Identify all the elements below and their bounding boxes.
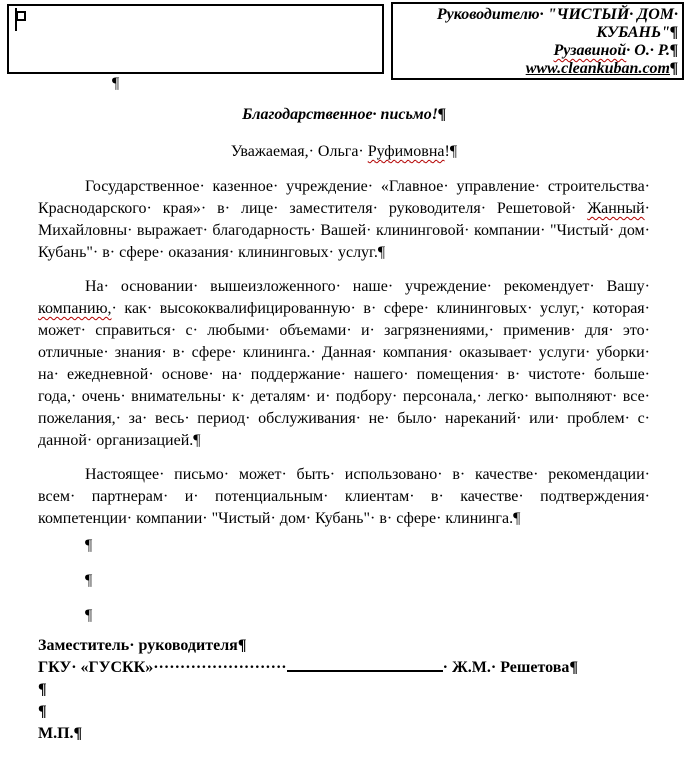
- signature-position: Заместитель· руководителя¶: [38, 637, 247, 654]
- signature-organization: ГКУ· «ГУСКК»: [38, 659, 154, 676]
- paragraph-3: Настоящее· письмо· может· быть· использовано· в· качестве· рекомендации· всем· партнерам· и· потенциальным· клиентам· в· качестве· подтверждения· компетенции· компании· "Чистый· дом· Кубань"· в· сфере· клининга.¶: [38, 466, 650, 527]
- object-anchor-icon: [13, 8, 27, 37]
- letter-title: Благодарственное· письмо!¶: [242, 106, 446, 123]
- salutation-patronymic: Руфимовна: [367, 143, 445, 160]
- recipient-initials: · О.· Р.¶: [626, 42, 678, 59]
- signature-line: [287, 668, 443, 672]
- stamp-placeholder: М.П.¶: [38, 725, 83, 742]
- pilcrow-mark: ¶: [38, 681, 47, 698]
- paragraph-2-text: · как· высококвалифицированную· в· сфере· клининговых· услуг,· которая· может· справиться· с· любыми· объемами· и· загрязнениями,· применив· для· это· отличные· знания· в· сфере· клининга.· Данная· компания· оказывает· услуги· уборки· на· ежедневной· основе· на· поддержание· нашего· помещения· в· чистоте· больше· года,· очень· внимательны· к· деталям· и· подбору· персонала,· легко· выполняют· все· пожелания,· за· весь· период· обслуживания· не· было· нареканий· или· проблем· с· данной· организацией.¶: [38, 300, 650, 449]
- pilcrow-mark: ¶: [112, 75, 120, 92]
- website-line: [399, 60, 678, 78]
- signature-line-row: [38, 657, 650, 679]
- recipient-line: Руководителю· "ЧИСТЫЙ· ДОМ· КУБАНЬ"¶: [436, 6, 678, 41]
- paragraph-1-text: · Михайловны· выражает· благодарность· Вашей· клининговой· компании· "Чистый· дом· Кубань"· в· сфере· оказания· клининговых· услуг.¶: [38, 200, 650, 261]
- salutation-text: Уважаемая,· Ольга·: [230, 143, 368, 160]
- letterhead-recipient-box: [391, 2, 684, 80]
- signature-block: [38, 635, 650, 745]
- paragraph-1-text: Государственное· казенное· учреждение· «Главное· управление· строительства· Краснодарского· края»· в· лице· заместителя· руководителя· Решетовой·: [38, 178, 650, 217]
- recipient-surname: Рузавиной: [553, 42, 627, 59]
- salutation: [38, 141, 650, 162]
- signature-name: · Ж.М.· Решетова¶: [442, 659, 579, 676]
- pilcrow-mark: ¶: [85, 537, 93, 554]
- pilcrow-mark: ¶: [38, 703, 47, 720]
- letterhead-logo-box: [7, 4, 384, 74]
- recipient-name-line: [399, 42, 678, 60]
- empty-paragraphs: [38, 530, 650, 635]
- space-dots-run: ·························: [153, 659, 287, 676]
- misspelled-word: Жанный: [587, 200, 645, 217]
- misspelled-word: компанию,: [38, 300, 112, 317]
- letter-body: [38, 104, 650, 745]
- pilcrow-mark: ¶: [85, 607, 93, 624]
- paragraph-2-text: На· основании· вышеизложенного· наше· учреждение· рекомендует· Вашу·: [85, 278, 650, 295]
- pilcrow-mark: ¶: [85, 572, 93, 589]
- paragraph-2: [38, 276, 650, 452]
- paragraph-1: [38, 176, 650, 264]
- pilcrow-mark: ¶: [670, 60, 678, 77]
- website-url[interactable]: www.cleankuban.com: [525, 60, 670, 77]
- salutation-end: !¶: [444, 143, 458, 160]
